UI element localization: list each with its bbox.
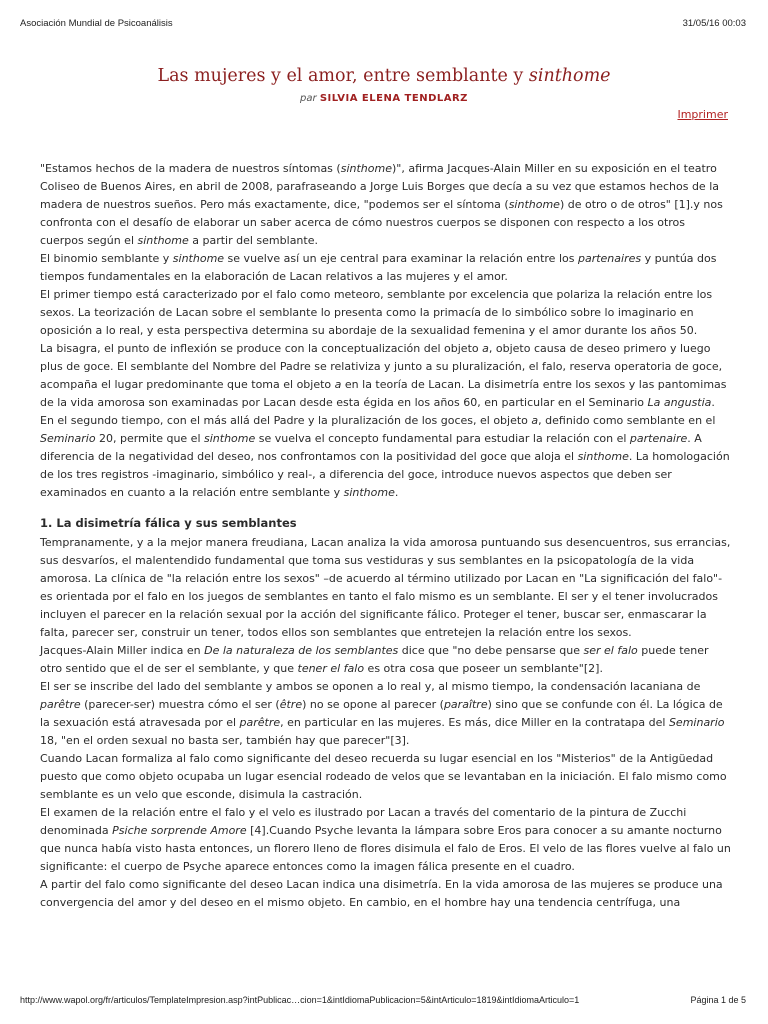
- print-link[interactable]: Imprimer: [677, 108, 728, 121]
- paragraph: El binomio semblante y sinthome se vuelve así un eje central para examinar la relación entre los partenaires y puntúa dos tiempos fundamentales en la elaboración de Lacan relativos a las mujeres y el amor.: [40, 252, 717, 283]
- paragraph: El ser se inscribe del lado del semblante y ambos se oponen a lo real y, al mismo tiempo, la condensación lacaniana de parêtre (parecer-ser) muestra cómo el ser (être) no se opone al parecer (paraître) sino que se confunde con él. La lógica de la sexuación está atravesada por el parêtre, en particular en las mujeres. Es más, dice Miller en la contratapa del Seminario 18, "en el orden sexual no basta ser, también hay que parecer"[3].: [40, 680, 725, 747]
- intro-paragraphs: [40, 160, 732, 502]
- paragraph: A partir del falo como significante del deseo Lacan indica una disimetría. En la vida amorosa de las mujeres se produce una convergencia del amor y del deseo en el mismo objeto. En cambio, en el hombre hay una tendencia centrífuga, una: [40, 878, 723, 909]
- paragraph: La bisagra, el punto de inflexión se produce con la conceptualización del objeto a, objeto causa de deseo primero y luego plus de goce. El semblante del Nombre del Padre se relativiza y junto a su pluralización, el falo, reserva operatoria de goce, acompaña el lugar predominante que toma el objeto a en la teoría de Lacan. La disimetría entre los sexos y las pantomimas de la vida amorosa son examinadas por Lacan desde esta égida en los años 60, en particular en el Seminario La angustia.: [40, 342, 727, 409]
- title-italic: sinthome: [528, 66, 611, 86]
- section-heading: 1. La disimetría fálica y sus semblantes: [40, 516, 297, 530]
- paragraph: El examen de la relación entre el falo y el velo es ilustrado por Lacan a través del comentario de la pintura de Zucchi denominada Psiche sorprende Amore [4].Cuando Psyche levanta la lámpara sobre Eros para conocer a su amante nocturno que nunca había visto hasta entonces, un florero lleno de flores disimula el falo de Eros. El velo de las flores vuelve al falo un significante: el cuerpo de Psyche aparece entonces como la imagen fálica presente en el cuadro.: [40, 806, 731, 873]
- byline: [0, 93, 768, 104]
- title-main: Las mujeres y el amor, entre semblante y: [157, 66, 529, 86]
- paragraph: En el segundo tiempo, con el más allá del Padre y la pluralización de los goces, el objeto a, definido como semblante en el Seminario 20, permite que el sinthome se vuelva el concepto fundamental para estudiar la relación con el partenaire. A diferencia de la negatividad del deseo, nos confrontamos con la positividad del goce que aloja el sinthome. La homologación de los tres registros -imaginario, simbólico y real-, a diferencia del goce, introduce nuevos aspectos que deben ser examinados en cuanto a la relación entre semblante y sinthome.: [40, 414, 730, 499]
- section1-paragraphs: [40, 534, 732, 912]
- source-url: http://www.wapol.org/fr/articulos/TemplateImpresion.asp?intPublicac…cion=1&intIdiomaPublicacion=5&intArticulo=1819&intIdiomaArticulo=1: [20, 995, 580, 1005]
- paragraph: Jacques-Alain Miller indica en De la naturaleza de los semblantes dice que "no debe pensarse que ser el falo puede tener otro sentido que el de ser el semblante, y que tener el falo es otra cosa que poseer un semblante"[2].: [40, 644, 709, 675]
- print-datetime: 31/05/16 00:03: [682, 18, 746, 29]
- by-prefix: par: [300, 93, 317, 104]
- paragraph: Tempranamente, y a la mejor manera freudiana, Lacan analiza la vida amorosa puntuando sus desencuentros, sus errancias, sus desvaríos, el malentendido fundamental que toma sus vestiduras y sus semblantes en la psicopatología de la vida amorosa. La clínica de "la relación entre los sexos" –de acuerdo al término utilizado por Lacan en "La significación del falo"- es orientada por el falo en los juegos de semblantes en tanto el falo mismo es un semblante. El ser y el tener involucrados incluyen el parecer en la relación sexual por la acción del significante fálico. Proteger el tener, buscar ser, enmascarar la falta, parecer ser, construir un tener, todos ellos son semblantes que entretejen la relación entre los sexos.: [40, 536, 731, 639]
- paragraph: "Estamos hechos de la madera de nuestros síntomas (sinthome)", afirma Jacques-Alain Miller en su exposición en el teatro Coliseo de Buenos Aires, en abril de 2008, parafraseando a Jorge Luis Borges que decía a su vez que estamos hechos de la madera de nuestros sueños. Pero más exactamente, dice, "podemos ser el síntoma (sinthome) de otro o de otros" [1].y nos confronta con el desafío de elaborar un saber acerca de cómo nuestros cuerpos se disponen con respecto a los otros cuerpos según el sinthome a partir del semblante.: [40, 162, 723, 247]
- paragraph: El primer tiempo está caracterizado por el falo como meteoro, semblante por excelencia que polariza la relación entre los sexos. La teorización de Lacan sobre el semblante lo presenta como la primacía de lo simbólico sobre lo imaginario en oposición a lo real, y esta perspectiva determina su abordaje de la sexualidad femenina y el amor durante los años 50.: [40, 288, 713, 337]
- paragraph: Cuando Lacan formaliza al falo como significante del deseo recuerda su lugar esencial en los "Misterios" de la Antigüedad puesto que como objeto ocupaba un lugar esencial rodeado de velos que se levantaban en la iniciación. El falo mismo como semblante es un velo que esconde, disimula la castración.: [40, 752, 727, 801]
- site-name: Asociación Mundial de Psicoanálisis: [20, 18, 173, 29]
- article-body: [40, 160, 732, 912]
- author-name[interactable]: SILVIA ELENA TENDLARZ: [319, 93, 468, 104]
- article-title: [0, 66, 768, 86]
- page-number: Página 1 de 5: [690, 995, 746, 1005]
